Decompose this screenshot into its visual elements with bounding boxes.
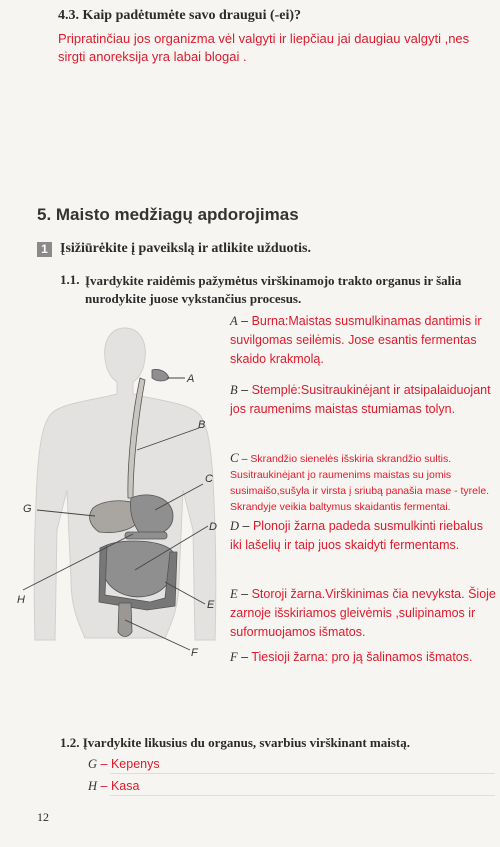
task-instruction: Įsižiūrėkite į paveikslą ir atlikite užduotis. [60,241,311,256]
answer-b-text: Stemplė:Susitraukinėjant ir atsipalaiduojant jos raumenims maistas stumiamas tolyn. [230,383,491,416]
answer-d-letter: D [230,519,240,533]
label-letter-f: F [191,647,198,659]
answer-f [230,648,498,667]
answer-h-dash: – [100,779,108,793]
question-1-1-number: 1.1. [60,272,80,287]
section-title: 5. Maisto medžiagų apdorojimas [37,205,299,224]
small-intestine-shape [102,541,174,597]
label-letter-a: A [187,373,195,385]
answer-g [88,757,160,772]
answer-a-letter: A [230,314,238,328]
answer-a [230,312,498,369]
question-1-1-text: Įvardykite raidėmis pažymėtus virškinamojo trakto organus ir šalia nurodykite juose vykstančius procesus. [85,273,462,306]
answer-c-letter: C [230,450,239,465]
answer-b [230,381,498,419]
answer-line-g [110,773,495,774]
question-4-3-title: 4.3. Kaip padėtumėte savo draugui (-ei)? [58,8,302,23]
answer-b-dash: – [241,383,249,397]
answer-a-dash: – [241,314,249,328]
answer-b-letter: B [230,383,238,397]
task-number-badge: 1 [37,242,52,257]
mouth-shape [152,369,169,381]
answer-4-3: Pripratinčiau jos organizma vėl valgyti ir liepčiau jai daugiau valgyti ,nes sirgti anoreksija yra labai blogai . [58,31,470,64]
label-letter-d: D [209,521,217,533]
answer-c-text: Skrandžio sienelės išskiria skrandžio sultis. Susitraukinėjant jo raumenims maistas su jomis susimaišo,sušyla ir virsta į sriubą panašia mase - tyrele. Skrandyje veikia baltymus skaidantis fermentai. [230,453,490,513]
answer-g-text: Kepenys [110,757,160,771]
answer-g-dash: – [100,757,108,771]
answer-d-text: Plonoji žarna padeda susmulkinti riebalus iki lašelių ir taip juos skaidyti fermentams. [230,519,483,552]
answer-c-dash: – [241,453,248,465]
label-letter-c: C [205,473,213,485]
answer-g-letter: G [88,757,98,771]
label-letter-h: H [17,594,25,606]
answer-a-text: Burna:Maistas susmulkinamas dantimis ir suvilgomas seilėmis. Jose esantis fermentas skaido krakmolą. [230,314,482,366]
answer-e-dash: – [241,587,249,601]
answer-line-h [110,795,495,796]
pancreas-shape [125,532,167,539]
answer-d [230,517,498,555]
page-number: 12 [37,810,49,824]
answer-c [230,450,498,515]
answer-h-letter: H [88,779,98,793]
answer-h [88,779,139,794]
answer-h-text: Kasa [110,779,140,793]
answer-f-letter: F [230,650,238,664]
answer-f-text: Tiesioji žarna: pro ją šalinamos išmatos. [251,650,473,664]
rectum-shape [118,603,132,637]
question-1-2-text: 1.2. Įvardykite likusius du organus, svarbius virškinant maistą. [60,735,411,750]
answer-e-letter: E [230,587,238,601]
digestive-system-diagram [15,320,240,665]
answer-f-dash: – [241,650,249,664]
label-letter-b: B [198,419,206,431]
label-letter-e: E [207,599,215,611]
label-letter-g: G [23,503,32,515]
answer-e [230,585,498,642]
answer-d-dash: – [242,519,250,533]
answer-e-text: Storoji žarna.Virškinimas čia nevyksta. Šioje zarnoje išskiriamos gleivėmis ,sulipinamos ir suformuojamos išmatos. [230,587,496,639]
